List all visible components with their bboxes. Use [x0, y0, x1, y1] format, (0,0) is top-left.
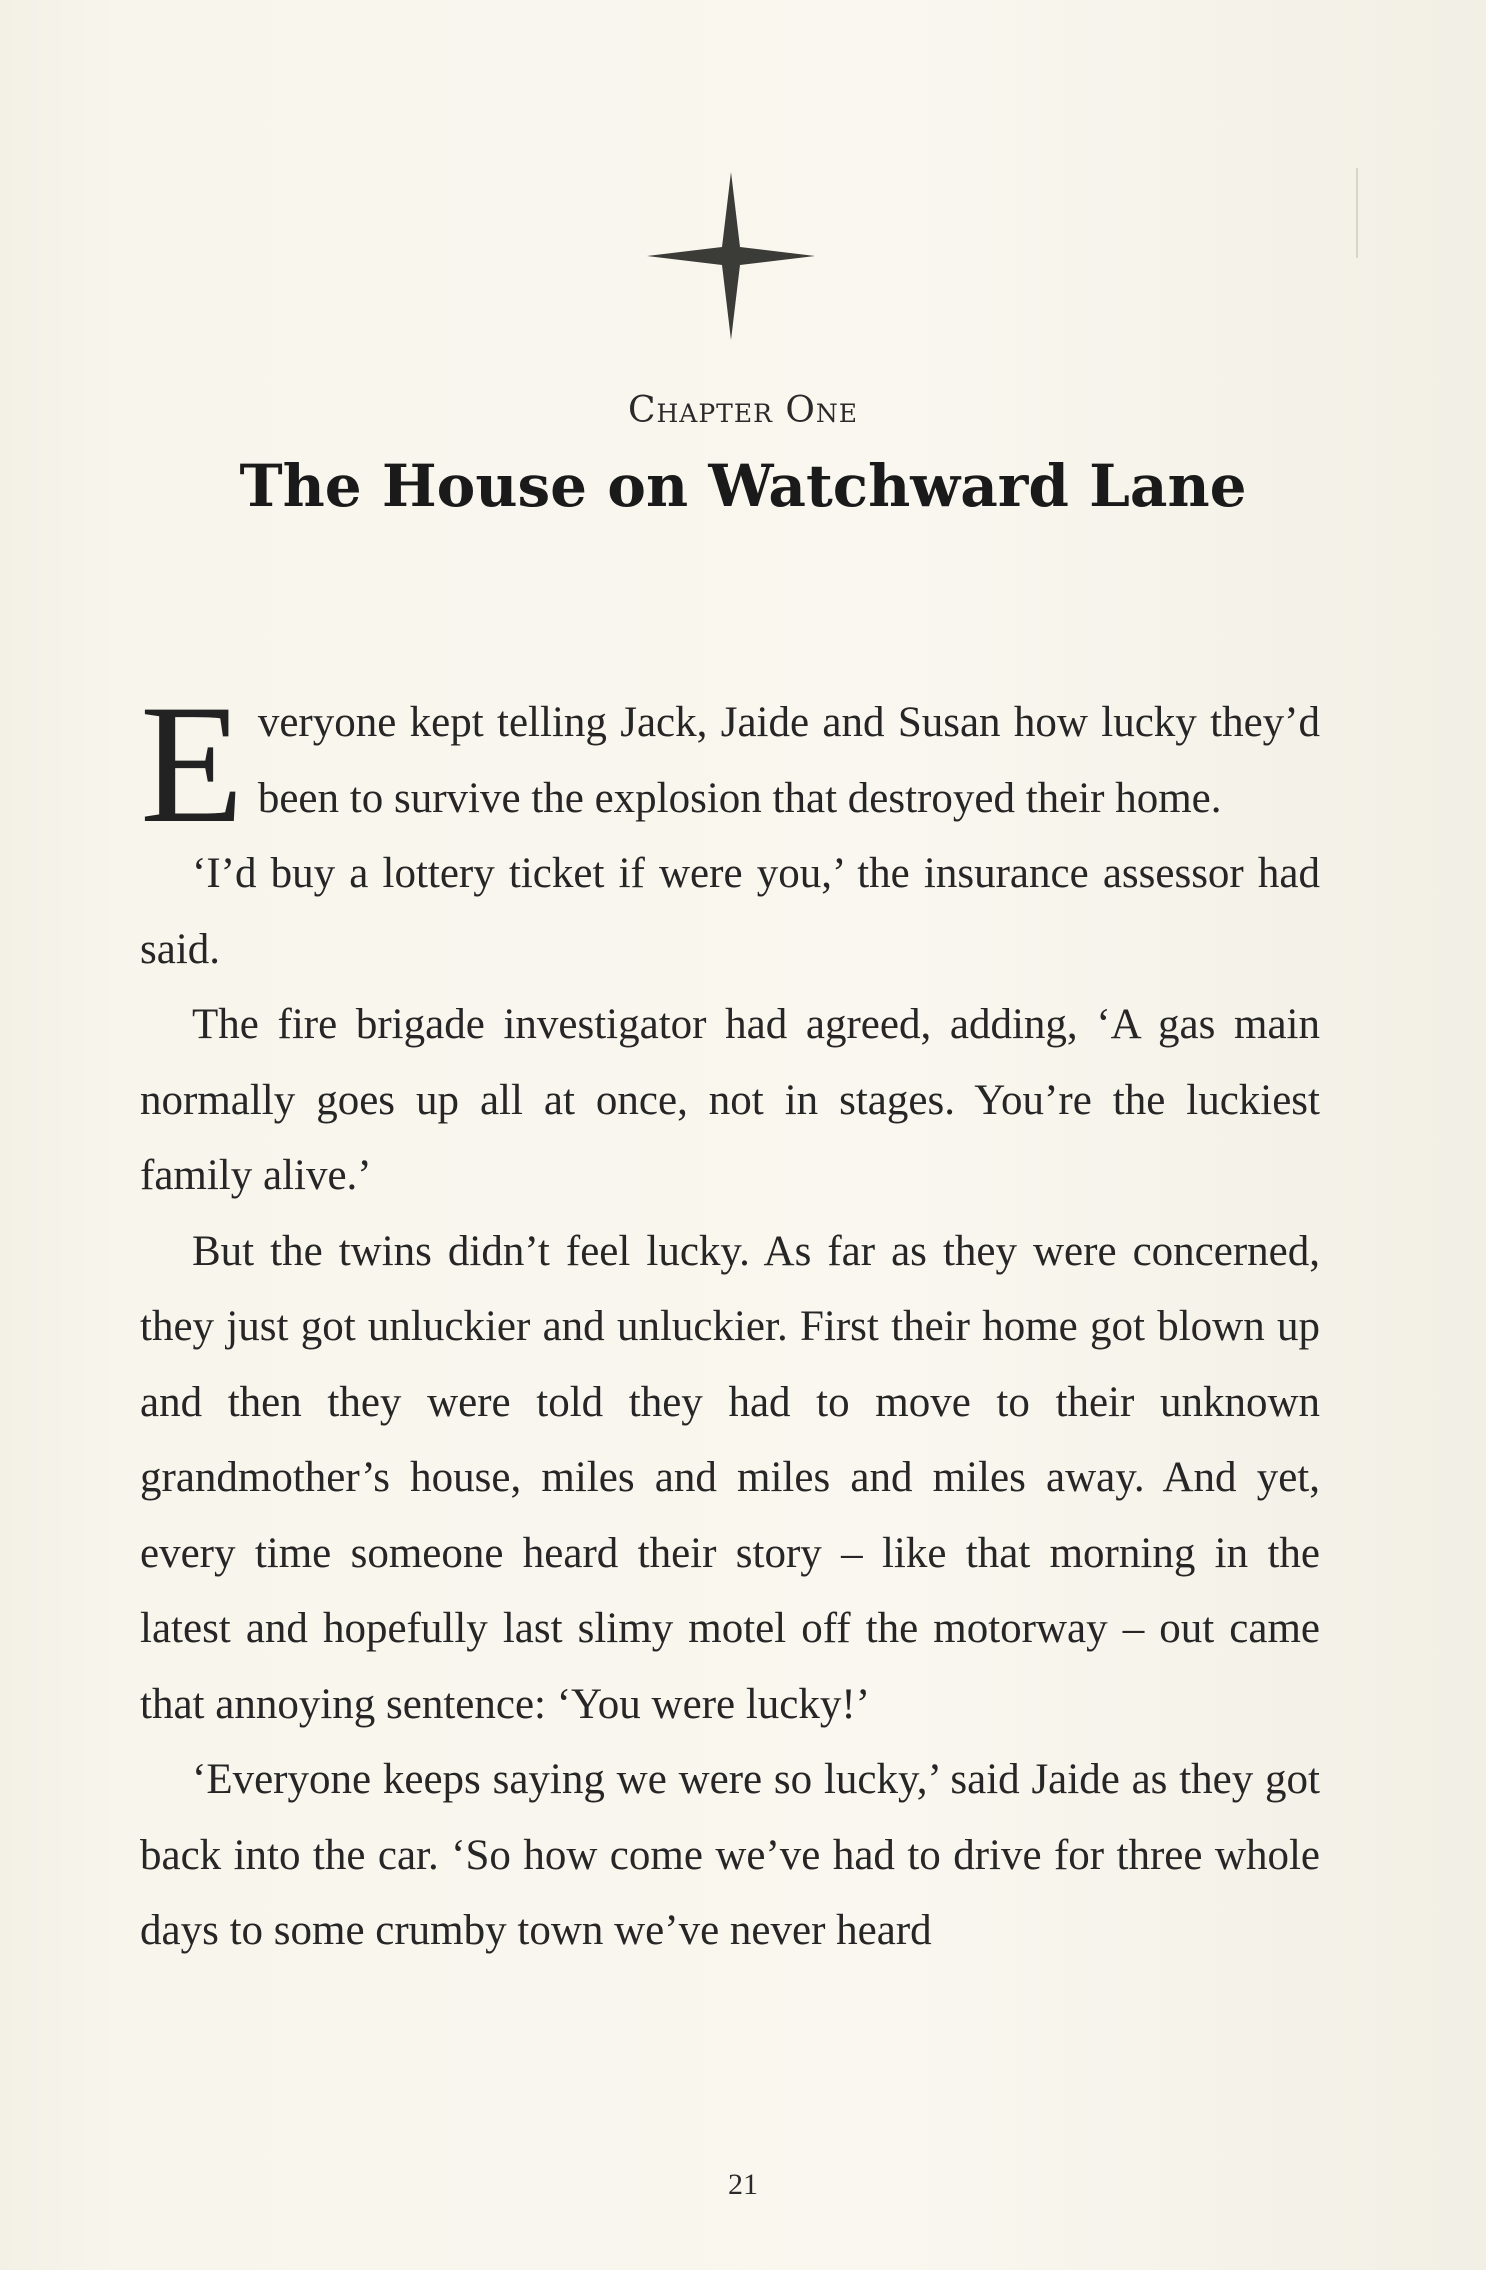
- page-edge-mark: [1356, 168, 1358, 258]
- chapter-title: The House on Watchward Lane: [239, 452, 1247, 520]
- drop-cap: E: [140, 670, 244, 858]
- paragraph: [140, 670, 1320, 858]
- paragraph: ‘Everyone keeps saying we were so lucky,’ said Jaide as they got back into the car. ‘So how come we’ve had to drive for three whole days to some crumby town we’ve never heard: [140, 1756, 1320, 1954]
- paragraph: But the twins didn’t feel lucky. As far as they were concerned, they just got unluckier and unluckier. First their home got blown up and then they were told they had to move to their unknown grandmother’s house, miles and miles and miles away. And yet, every time someone heard their story – like that morning in the latest and hopefully last slimy motel off the motorway – out came that annoying sentence: ‘You were lucky!’: [140, 1227, 1320, 1728]
- paragraph-text: veryone kept telling Jack, Jaide and Susan how lucky they’d been to survive the explosion that destroyed their home.: [257, 699, 1320, 822]
- page-number: 21: [728, 2168, 758, 2201]
- four-point-star-icon: [643, 168, 819, 344]
- chapter-body: [140, 670, 1320, 1969]
- paragraph: The fire brigade investigator had agreed, adding, ‘A gas main normally goes up all at once, not in stages. You’re the luckiest family alive.’: [140, 1001, 1320, 1199]
- chapter-label-word: Chapter: [627, 390, 773, 431]
- paragraph: ‘I’d buy a lottery ticket if were you,’ the insurance assessor had said.: [140, 850, 1320, 973]
- chapter-label: [0, 390, 1486, 431]
- chapter-label-number: One: [785, 390, 859, 431]
